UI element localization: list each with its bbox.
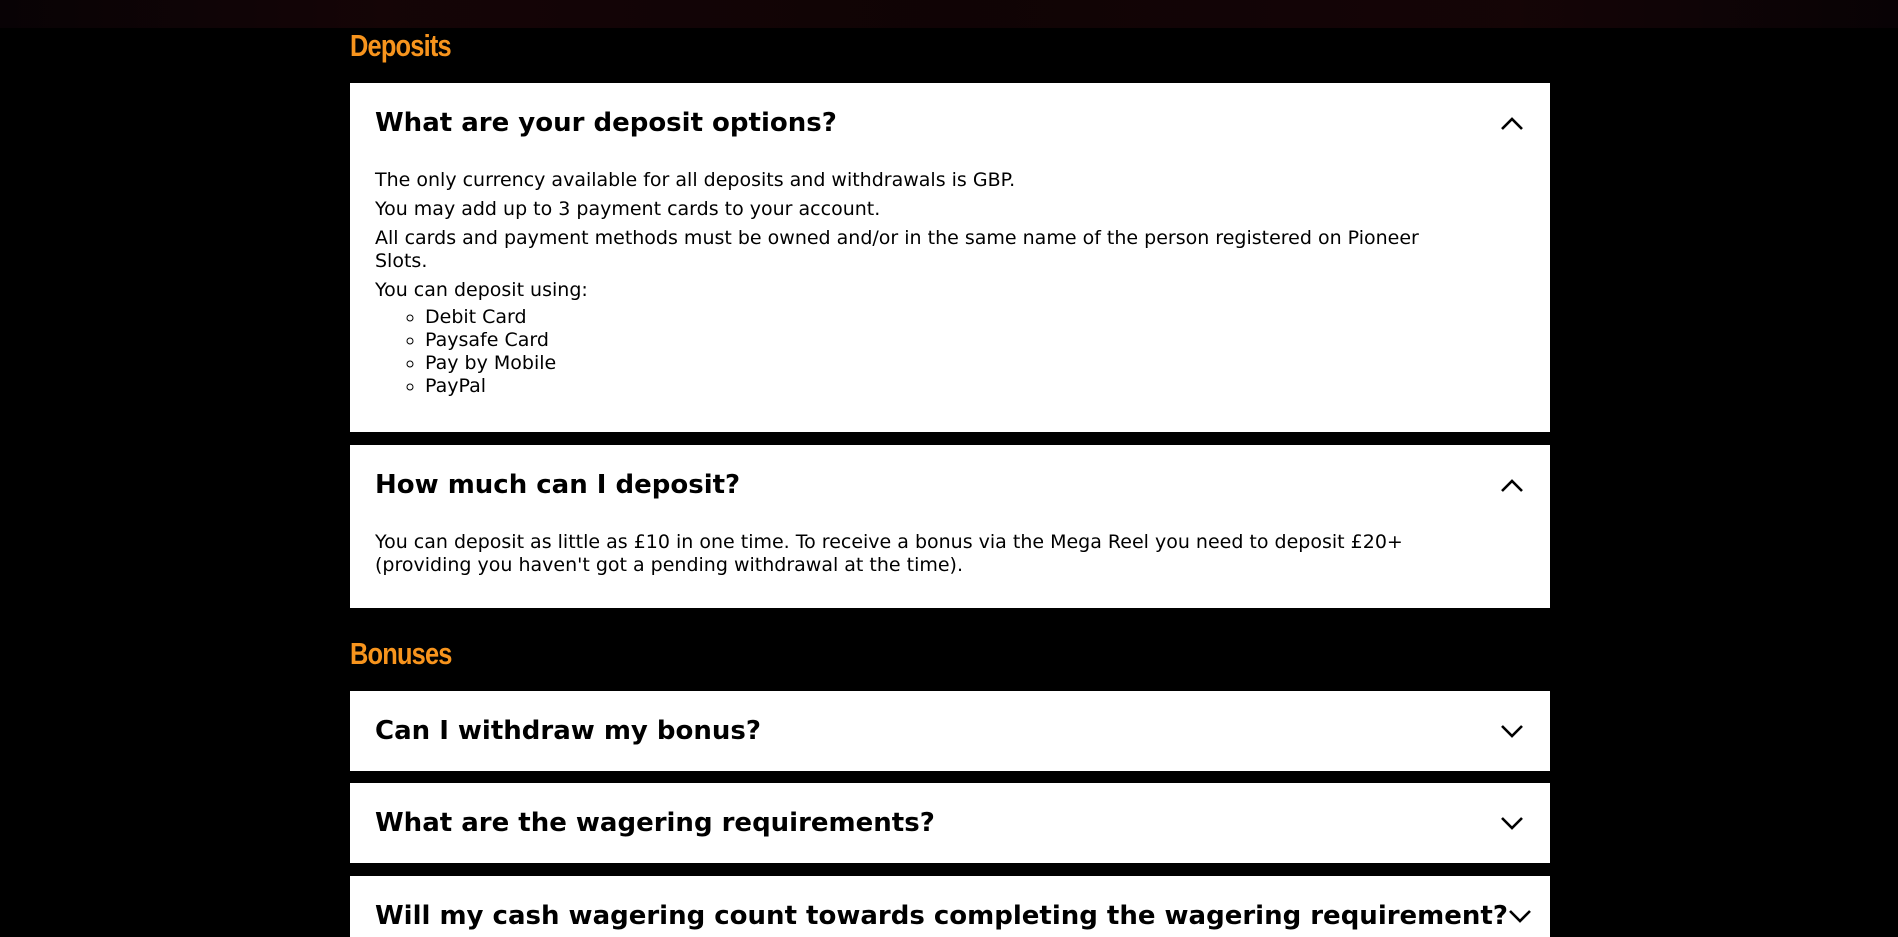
top-background-glow [0,0,1898,28]
section-title-deposits: Deposits [350,28,451,63]
faq-question: Can I withdraw my bonus? [375,716,761,746]
faq-item-deposit-amount [350,445,1550,608]
chevron-down-icon[interactable] [1499,718,1525,744]
faq-answer [375,169,1425,398]
faq-answer-line: All cards and payment methods must be owned and/or in the same name of the person registered on Pioneer Slots. [375,227,1419,272]
chevron-down-icon[interactable] [1508,903,1532,929]
chevron-up-icon[interactable] [1499,472,1525,498]
faq-question-toggle[interactable] [375,783,1525,863]
faq-answer-line: The only currency available for all deposits and withdrawals is GBP. [375,169,1016,191]
faq-answer: You can deposit as little as £10 in one time. To receive a bonus via the Mega Reel you need to deposit £20+ (providing you haven't got a pending withdrawal at the time). [375,531,1403,576]
faq-question: Will my cash wagering count towards completing the wagering requirement? [375,901,1508,931]
section-title-bonuses: Bonuses [350,636,452,671]
deposit-methods-list [375,306,1425,398]
faq-question-toggle[interactable] [375,445,1525,525]
faq-item-cash-wagering [350,876,1550,937]
faq-item-wagering-requirements [350,783,1550,863]
faq-question-toggle[interactable] [375,691,1525,771]
faq-item-deposit-options [350,83,1550,432]
faq-question-toggle[interactable] [375,876,1525,937]
faq-question-toggle[interactable] [375,83,1525,163]
list-item: ◦ Debit Card [425,306,1425,329]
chevron-down-icon[interactable] [1499,810,1525,836]
list-item: ◦ Pay by Mobile [425,352,1425,375]
faq-answer-line: You may add up to 3 payment cards to your account. [375,198,881,220]
list-item: ◦ PayPal [425,375,1425,398]
faq-question: What are your deposit options? [375,108,837,138]
list-item: ◦ Paysafe Card [425,329,1425,352]
faq-item-withdraw-bonus [350,691,1550,771]
faq-question: How much can I deposit? [375,470,741,500]
faq-question: What are the wagering requirements? [375,808,935,838]
chevron-up-icon[interactable] [1499,110,1525,136]
faq-answer-line: You can deposit using: [375,279,588,301]
